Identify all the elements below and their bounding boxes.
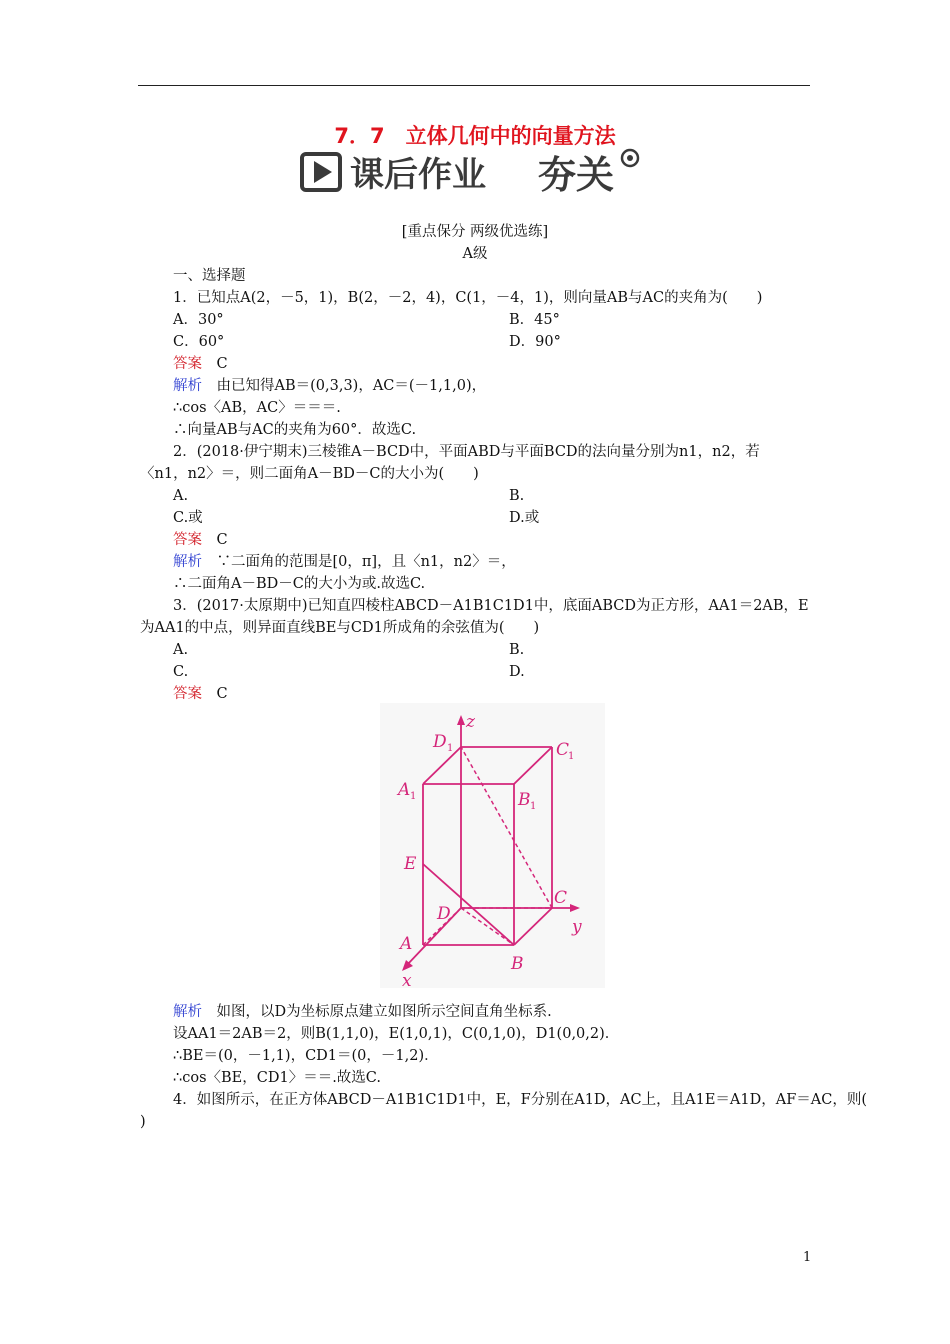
label-d1-sub: 1 — [447, 743, 454, 754]
q1-option-b: B．45° — [509, 312, 560, 328]
q4-stem: 4．如图所示，在正方体ABCD－A1B1C1D1中，E，F分别在A1D，AC上，且A1E＝A1D，AF＝AC，则( — [173, 1092, 867, 1108]
explanation-label: 解析 — [173, 378, 202, 394]
q2-option-c: C.或 — [173, 510, 203, 526]
q3-option-a: A. — [173, 642, 189, 658]
label-b: B — [511, 954, 524, 974]
page-number: 1 — [803, 1250, 812, 1265]
section-heading: 一、选择题 — [173, 268, 246, 284]
label-d1: D — [433, 732, 447, 752]
q2-option-a: A. — [173, 488, 189, 504]
prism-figure — [380, 703, 605, 988]
label-a: A — [400, 934, 413, 954]
q2-answer: 答案 C — [173, 532, 228, 548]
label-d: D — [437, 904, 451, 924]
label-a1: A — [398, 780, 411, 800]
q2-option-d: D.或 — [509, 510, 540, 526]
header-rule — [138, 85, 810, 86]
q3-option-b: B. — [509, 642, 525, 658]
answer-label: 答案 — [173, 356, 202, 372]
label-a1-sub: 1 — [410, 791, 417, 802]
q3-stem-line2: 为AA1的中点，则异面直线BE与CD1所成角的余弦值为( ) — [140, 620, 540, 636]
q1-option-d: D．90° — [509, 334, 561, 350]
banner-text: 课后作业 — [350, 155, 486, 195]
q2-option-b: B. — [509, 488, 525, 504]
q3-option-d: D. — [509, 664, 525, 680]
level-label: A级 — [462, 246, 488, 262]
q1-option-c: C．60° — [173, 334, 225, 350]
label-b1-sub: 1 — [530, 801, 537, 812]
homework-banner — [300, 148, 660, 198]
label-c1: C — [556, 740, 570, 760]
q3-explanation-line2: 设AA1＝2AB＝2，则B(1,1,0)，E(1,0,1)，C(0,1,0)，D1(0,0,2)． — [173, 1026, 620, 1042]
q3-answer: 答案 C — [173, 686, 228, 702]
subtitle: [重点保分 两级优选练] — [401, 224, 549, 240]
q2-stem-line2: 〈n1，n2〉＝，则二面角A－BD－C的大小为( ) — [140, 466, 479, 482]
q1-explanation: 解析 由已知得AB＝(0,3,3)，AC＝(－1,1,0)， — [173, 378, 487, 394]
q2-explanation-line2: ∴二面角A－BD－C的大小为或.故选C. — [173, 576, 426, 592]
q3-explanation-line4: ∴cos〈BE，CD1〉＝＝.故选C. — [173, 1070, 381, 1086]
q3-explanation: 解析 如图，以D为坐标原点建立如图所示空间直角坐标系. — [173, 1004, 552, 1020]
q4-stem-line2: ) — [140, 1114, 146, 1130]
label-x: x — [402, 971, 412, 988]
q1-stem: 1．已知点A(2，－5，1)，B(2，－2，4)，C(1，－4，1)，则向量AB与AC的夹角为( ) — [173, 290, 763, 306]
q2-explanation: 解析 ∵二面角的范围是[0，π]，且〈n1，n2〉＝， — [173, 554, 516, 570]
section-title: 7．7 立体几何中的向量方法 — [334, 124, 616, 148]
label-z: z — [466, 712, 475, 732]
answer-label: 答案 — [173, 532, 202, 548]
q1-explanation-line2: ∴cos〈AB，AC〉＝＝＝. — [173, 400, 341, 416]
explanation-label: 解析 — [173, 554, 202, 570]
q1-option-a: A．30° — [173, 312, 224, 328]
logo-dot-icon — [627, 155, 633, 161]
label-c: C — [554, 888, 568, 908]
banner-logo-text: 夯关 — [538, 153, 615, 197]
label-b1: B — [518, 790, 531, 810]
label-c1-sub: 1 — [568, 751, 575, 762]
label-e: E — [404, 854, 417, 874]
label-y: y — [572, 917, 582, 937]
q3-explanation-line3: ∴BE＝(0，－1,1)，CD1＝(0，－1,2)． — [173, 1048, 439, 1064]
q1-answer: 答案 C — [173, 356, 228, 372]
explanation-label: 解析 — [173, 1004, 202, 1020]
q2-stem: 2．(2018·伊宁期末)三棱锥A－BCD中，平面ABD与平面BCD的法向量分别为n1，n2，若 — [173, 444, 760, 460]
q1-explanation-line3: ∴向量AB与AC的夹角为60°．故选C. — [173, 422, 417, 438]
q3-option-c: C. — [173, 664, 189, 680]
q3-stem: 3．(2017·太原期中)已知直四棱柱ABCD－A1B1C1D1中，底面ABCD为正方形，AA1＝2AB，E — [173, 598, 809, 614]
answer-label: 答案 — [173, 686, 202, 702]
